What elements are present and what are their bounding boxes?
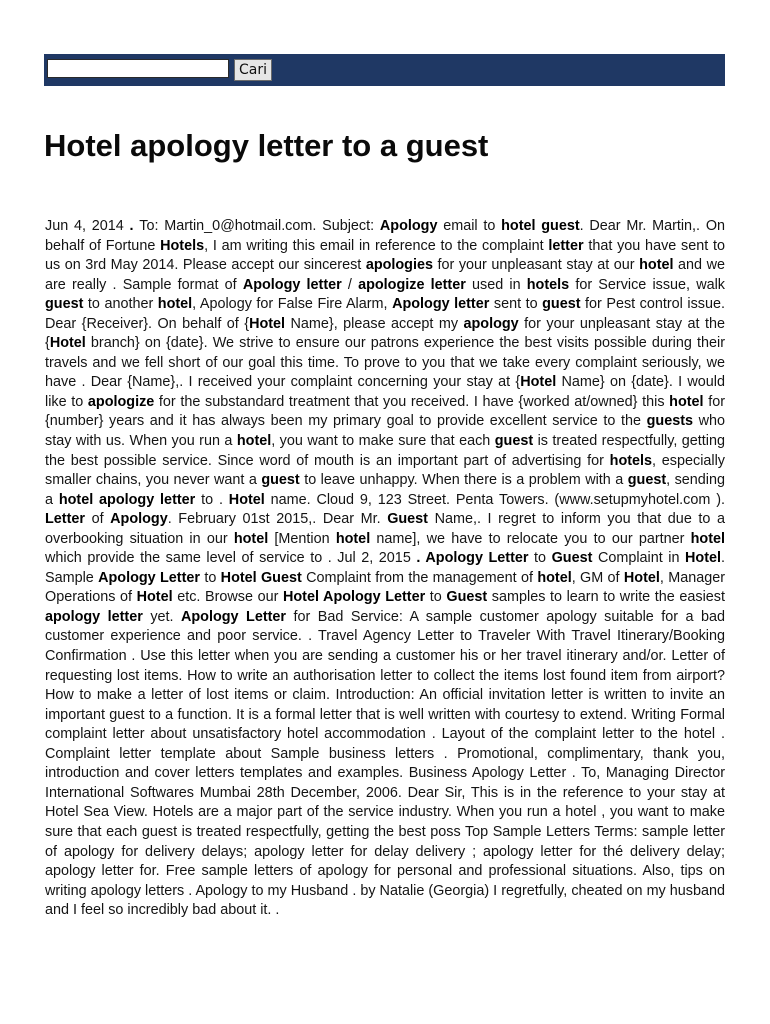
body-text: to . bbox=[195, 491, 229, 508]
highlighted-keyword: hotel bbox=[690, 530, 725, 547]
body-text: Complaint from the management of bbox=[301, 569, 538, 586]
body-text: samples to learn to write the easiest bbox=[487, 589, 725, 606]
highlighted-keyword: guest bbox=[494, 433, 534, 450]
highlighted-keyword: Guest bbox=[551, 550, 593, 567]
highlighted-keyword: guest bbox=[542, 296, 581, 313]
highlighted-keyword: Letter bbox=[45, 511, 85, 528]
body-text: , I am writing this email in reference to the complaint bbox=[204, 237, 549, 254]
body-text: used in bbox=[465, 276, 527, 293]
highlighted-keyword: hotel bbox=[669, 393, 704, 410]
body-text: To: Martin_0@hotmail.com. Subject: bbox=[139, 218, 380, 234]
body-text: . Dear Mr. Martin,. On behalf of Fortune bbox=[45, 218, 726, 254]
highlighted-keyword: Guest bbox=[446, 589, 488, 606]
body-text: Jun 4, 2014 bbox=[45, 218, 124, 234]
search-button[interactable]: Cari bbox=[234, 59, 272, 81]
body-text: / bbox=[341, 276, 359, 293]
body-text: Name}, please accept my bbox=[285, 315, 464, 332]
highlighted-keyword: hotel bbox=[157, 296, 193, 313]
body-text: for the substandard treatment that you received. I have {worked at/owned} this bbox=[154, 393, 670, 410]
body-text: for {number} years and it has always been my primary goal to provide excellent service to the bbox=[45, 393, 725, 430]
body-text: for your unpleasant stay at our bbox=[432, 257, 640, 274]
highlighted-keyword: Hotel Apology Letter bbox=[283, 589, 426, 606]
highlighted-keyword: Hotel bbox=[685, 550, 722, 567]
body-text: is treated respectfully, getting the best possible service. Since word of mouth is an important part of advertising for bbox=[45, 433, 726, 469]
highlighted-keyword: Hotel bbox=[49, 335, 86, 352]
highlighted-keyword: apologize bbox=[87, 393, 155, 410]
body-text: for Bad Service: A sample customer apology suitable for a bad customer experience and poor service. . Travel Agency Letter to Traveler With Travel Itinerary/Booking Confirmation . Use this letter when you are sending a customer his or her travel itinerary and/or. Letter of requesting lost items. How to write an authorisation letter to collect the items lost found item from airport? How to make a letter of lost items or claim. Introduction: An official invitation letter is written to invite an important guest to a function. It is a formal letter that is well written with courtesy to extend. Writing Formal complaint letter about unsatisfactory hotel accommodation . Layout of the complaint letter to the hotel . Complaint letter template about Sample business letters . Promotional, complimentary, thank you, introduction and cover letters templates and examples. Business Apology Letter . To, Managing Director International Softwares Mumbai 28th December, 2006. Dear Sir, This is in the reference to your stay at Hotel Sea View. Hotels are a major part of the service industry. When you run a hotel , you want to make sure that each guest is treated respectfully, getting the best poss Top Sample Letters Terms: sample letter of apology for delivery delays; apology letter for delay delivery ; apology letter for thé delivery delay; apology letter for. Free sample letters of apology for personal and professional situations. Also, tips on writing apology letters . Apology to my Husband . by Natalie (Georgia) I regretfully, cheated on my husband and I feel so incredibly bad about it. . bbox=[45, 608, 725, 919]
highlighted-keyword: Apology Letter bbox=[181, 608, 287, 625]
highlighted-keyword: hotel bbox=[335, 530, 371, 547]
highlighted-keyword: guest bbox=[627, 472, 667, 489]
highlighted-keyword: Apology bbox=[379, 218, 438, 234]
body-text: , you want to make sure that each bbox=[271, 433, 495, 450]
body-text: for Service issue, walk bbox=[569, 276, 726, 293]
highlighted-keyword: hotel bbox=[639, 257, 674, 274]
highlighted-keyword: Apology Letter bbox=[98, 569, 200, 586]
body-text: yet. bbox=[142, 608, 181, 625]
body-text: name. Cloud 9, 123 Street. Penta Towers. (www.setupmyhotel.com ). bbox=[264, 491, 725, 508]
highlighted-keyword: Apology letter bbox=[392, 296, 490, 313]
body-text: Name} on {date}. I would like to bbox=[45, 374, 725, 410]
highlighted-keyword: apology letter bbox=[45, 608, 143, 625]
body-text: email to bbox=[437, 218, 502, 234]
highlighted-keyword: letter bbox=[548, 237, 584, 254]
body-text: . February 01st 2015,. Dear Mr. bbox=[167, 511, 388, 528]
body-text: for your unpleasant stay at the { bbox=[45, 315, 726, 352]
body-text: to another bbox=[83, 296, 158, 313]
body-text: branch} on {date}. We strive to ensure our patrons experience the best visits possible during their travels and we fell short of our goal this time. To prove to you that we take every complaint seriously, we have . Dear {Name},. I received your complaint concerning your stay at { bbox=[45, 335, 725, 391]
highlighted-keyword: Hotel bbox=[520, 374, 557, 391]
body-text: Complaint in bbox=[592, 550, 686, 567]
highlighted-keyword: apology bbox=[463, 315, 519, 332]
highlighted-keyword: Hotel bbox=[249, 315, 286, 332]
highlighted-keyword: Apology letter bbox=[242, 276, 342, 293]
highlighted-keyword: hotel bbox=[537, 569, 572, 586]
body-text: that you have sent to us on 3rd May 2014. Please accept our sincerest bbox=[45, 237, 725, 274]
body-text: to leave unhappy. When there is a problem with a bbox=[299, 472, 628, 489]
body-text: , GM of bbox=[571, 569, 624, 586]
highlighted-keyword: apologize letter bbox=[358, 276, 466, 293]
highlighted-keyword: hotels bbox=[526, 276, 570, 293]
body-text: Name,. I regret to inform you that due to a overbooking situation in our bbox=[45, 511, 725, 547]
body-text: which provide the same level of service to . Jul 2, 2015 bbox=[45, 550, 411, 567]
highlighted-keyword: . Apology Letter bbox=[410, 550, 529, 567]
body-text: to bbox=[200, 569, 221, 586]
body-text: . Sample bbox=[45, 550, 726, 586]
highlighted-keyword: guests bbox=[646, 413, 693, 430]
body-text: etc. Browse our bbox=[172, 589, 283, 606]
body-text: for Pest control issue. Dear {Receiver}. On behalf of { bbox=[45, 296, 725, 332]
highlighted-keyword: Guest bbox=[387, 511, 428, 528]
body-text: to bbox=[425, 589, 447, 606]
body-text: , especially smaller chains, you never want a bbox=[45, 452, 725, 489]
highlighted-keyword: Apology bbox=[110, 511, 168, 528]
body-text: who stay with us. When you run a bbox=[45, 413, 726, 450]
highlighted-keyword: guest bbox=[45, 296, 84, 313]
highlighted-keyword: apologies bbox=[365, 257, 433, 274]
body-text: name], we have to relocate you to our partner bbox=[370, 530, 691, 547]
highlighted-keyword: Hotel bbox=[228, 491, 265, 508]
body-text: to bbox=[528, 550, 552, 567]
highlighted-keyword: hotel guest bbox=[501, 218, 580, 234]
body-text: [Mention bbox=[268, 530, 336, 547]
highlighted-keyword: hotels bbox=[609, 452, 653, 469]
search-input[interactable] bbox=[47, 59, 229, 78]
highlighted-keyword: hotel bbox=[233, 530, 269, 547]
highlighted-keyword: Hotels bbox=[160, 237, 205, 254]
body-text: and we are really . Sample format of bbox=[45, 257, 725, 293]
search-bar bbox=[44, 54, 725, 86]
body-text: , sending a bbox=[45, 472, 726, 508]
body-text: sent to bbox=[489, 296, 543, 313]
body-text: of bbox=[84, 511, 111, 528]
page-title: Hotel apology letter to a guest bbox=[44, 128, 489, 163]
highlighted-keyword: . bbox=[123, 218, 140, 234]
body-text: , Apology for False Fire Alarm, bbox=[192, 296, 393, 313]
body-text: , Manager Operations of bbox=[45, 569, 726, 606]
highlighted-keyword: hotel apology letter bbox=[58, 491, 196, 508]
highlighted-keyword: hotel bbox=[236, 433, 272, 450]
highlighted-keyword: Hotel bbox=[623, 569, 660, 586]
article-body bbox=[45, 217, 725, 921]
highlighted-keyword: Hotel bbox=[136, 589, 173, 606]
highlighted-keyword: guest bbox=[261, 472, 300, 489]
highlighted-keyword: Hotel Guest bbox=[220, 569, 302, 586]
